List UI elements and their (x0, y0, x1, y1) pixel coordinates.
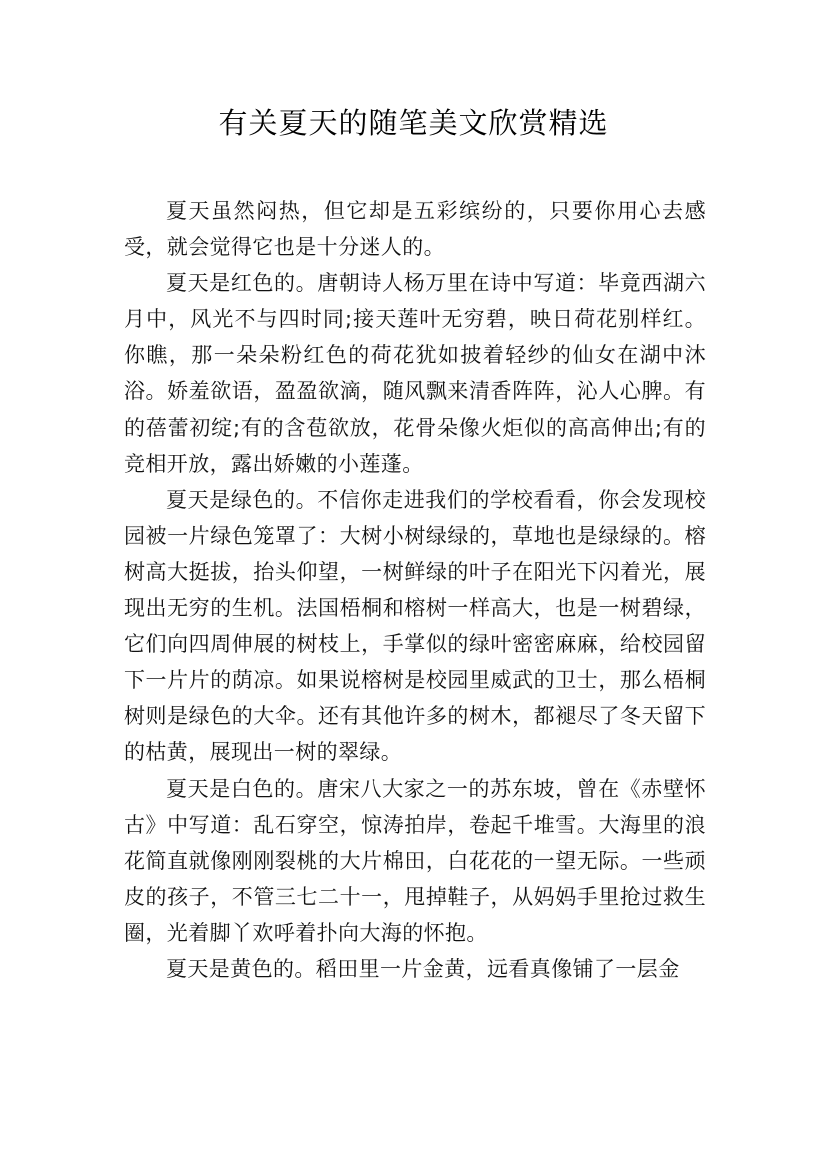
paragraph-yellow: 夏天是黄色的。稻田里一片金黄，远看真像铺了一层金 (166, 956, 680, 981)
paragraph-green: 夏天是绿色的。不信你走进我们的学校看看，你会发现校园被一片绿色笼罩了：大树小树绿绿的，草地也是绿绿的。榕树高大挺拔，抬头仰望，一树鲜绿的叶子在阳光下闪着光，展现出无穷的生机。法国梧桐和榕树一样高大，也是一树碧绿，它们向四周伸展的树枝上，手掌似的绿叶密密麻麻，给校园留下一片片的荫凉。如果说榕树是校园里威武的卫士，那么梧桐树则是绿色的大伞。还有其他许多的树木，都褪尽了冬天留下的枯黄，展现出一树的翠绿。 (124, 487, 706, 765)
paragraph-white: 夏天是白色的。唐宋八大家之一的苏东坡，曾在《赤壁怀古》中写道：乱石穿空，惊涛拍岸，卷起千堆雪。大海里的浪花简直就像刚刚裂桃的大片棉田，白花花的一望无际。一些顽皮的孩子，不管三七二十一，甩掉鞋子，从妈妈手里抢过救生圈，光着脚丫欢呼着扑向大海的怀抱。 (124, 776, 706, 945)
document-body (124, 193, 706, 987)
document-title: 有关夏天的随笔美文欣赏精选 (218, 106, 609, 140)
paragraph-red: 夏天是红色的。唐朝诗人杨万里在诗中写道：毕竟西湖六月中，风光不与四时同;接天莲叶无穷碧，映日荷花别样红。你瞧，那一朵朵粉红色的荷花犹如披着轻纱的仙女在湖中沐浴。娇羞欲语，盈盈欲滴，随风飘来清香阵阵，沁人心脾。有的蓓蕾初绽;有的含苞欲放，花骨朵像火炬似的高高伸出;有的竞相开放，露出娇嫩的小莲蓬。 (124, 271, 706, 476)
paragraph-intro: 夏天虽然闷热，但它却是五彩缤纷的，只要你用心去感受，就会觉得它也是十分迷人的。 (124, 199, 706, 260)
